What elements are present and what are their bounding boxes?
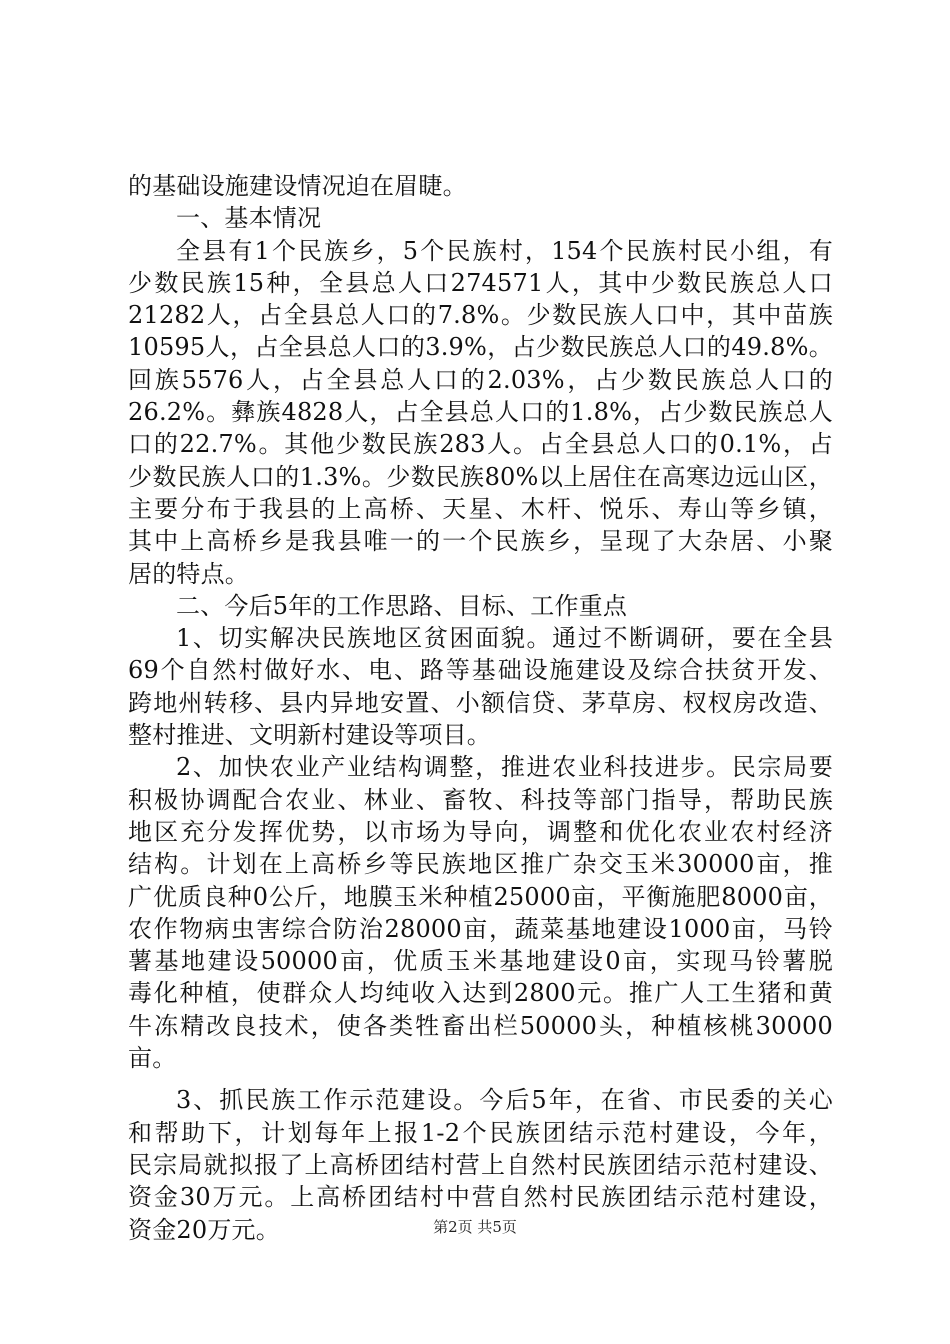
paragraph-line: 1、切实解决民族地区贫困面貌。通过不断调研，要在全县 [176, 624, 833, 653]
paragraph-line: 21282人，占全县总人口的7.8%。少数民族人口中，其中苗族 [128, 301, 833, 330]
paragraph-spacer [128, 1074, 833, 1084]
paragraph-line: 少数民族人口的1.3%。少数民族80%以上居住在高寒边远山区， [128, 462, 833, 491]
document-body [128, 170, 833, 1246]
paragraph-line: 全县有1个民族乡，5个民族村，154个民族村民小组，有 [176, 236, 833, 265]
paragraph-line: 26.2%。彝族4828人，占全县总人口的1.8%，占少数民族总人 [128, 398, 833, 427]
paragraph-line: 民宗局就拟报了上高桥团结村营上自然村民族团结示范村建设、 [128, 1150, 833, 1179]
paragraph-line: 回族5576人，占全县总人口的2.03%，占少数民族总人口的 [128, 365, 833, 394]
paragraph-line: 地区充分发挥优势，以市场为导向，调整和优化农业农村经济 [128, 817, 833, 846]
paragraph-line: 积极协调配合农业、林业、畜牧、科技等部门指导，帮助民族 [128, 785, 833, 814]
paragraph-line: 结构。计划在上高桥乡等民族地区推广杂交玉米30000亩，推 [128, 850, 833, 879]
paragraph-line: 2、加快农业产业结构调整，推进农业科技进步。民宗局要 [176, 753, 833, 782]
paragraph-line: 主要分布于我县的上高桥、天星、木杆、悦乐、寿山等乡镇， [128, 494, 833, 523]
paragraph-line: 和帮助下，计划每年上报1-2个民族团结示范村建设，今年， [128, 1118, 833, 1147]
paragraph-line: 的基础设施建设情况迫在眉睫。 [128, 172, 467, 200]
paragraph-line: 其中上高桥乡是我县唯一的一个民族乡，呈现了大杂居、小聚 [128, 527, 833, 556]
paragraph-line: 口的22.7%。其他少数民族283人。占全县总人口的0.1%，占 [128, 430, 833, 459]
paragraph-line: 广优质良种0公斤，地膜玉米种植25000亩，平衡施肥8000亩， [128, 882, 833, 911]
paragraph-line: 亩。 [128, 1044, 177, 1073]
section-heading-work-plan: 二、今后5年的工作思路、目标、工作重点 [176, 591, 628, 620]
paragraph-line: 毒化种植，使群众人均纯收入达到2800元。推广人工生猪和黄 [128, 979, 833, 1008]
paragraph-line: 整村推进、文明新村建设等项目。 [128, 721, 491, 750]
paragraph-line: 牛冻精改良技术，使各类牲畜出栏50000头，种植核桃30000 [128, 1011, 833, 1040]
paragraph-line: 薯基地建设50000亩，优质玉米基地建设0亩，实现马铃薯脱 [128, 947, 833, 976]
section-heading-basic-situation: 一、基本情况 [176, 204, 322, 233]
paragraph-line: 少数民族15种，全县总人口274571人，其中少数民族总人口 [128, 268, 833, 297]
paragraph-line: 居的特点。 [128, 559, 249, 588]
paragraph-line: 跨地州转移、县内异地安置、小额信贷、茅草房、杈杈房改造、 [128, 688, 833, 717]
paragraph-line: 10595人，占全县总人口的3.9%，占少数民族总人口的49.8%。 [128, 333, 833, 362]
paragraph-line: 农作物病虫害综合防治28000亩，蔬菜基地建设1000亩，马铃 [128, 914, 833, 943]
paragraph-line: 资金30万元。上高桥团结村中营自然村民族团结示范村建设， [128, 1183, 833, 1212]
page-number-footer: 第2页 共5页 [433, 1218, 517, 1236]
paragraph-line: 69个自然村做好水、电、路等基础设施建设及综合扶贫开发、 [128, 656, 833, 685]
paragraph-line: 资金20万元。 [128, 1215, 280, 1244]
paragraph-line: 3、抓民族工作示范建设。今后5年，在省、市民委的关心 [176, 1086, 833, 1115]
